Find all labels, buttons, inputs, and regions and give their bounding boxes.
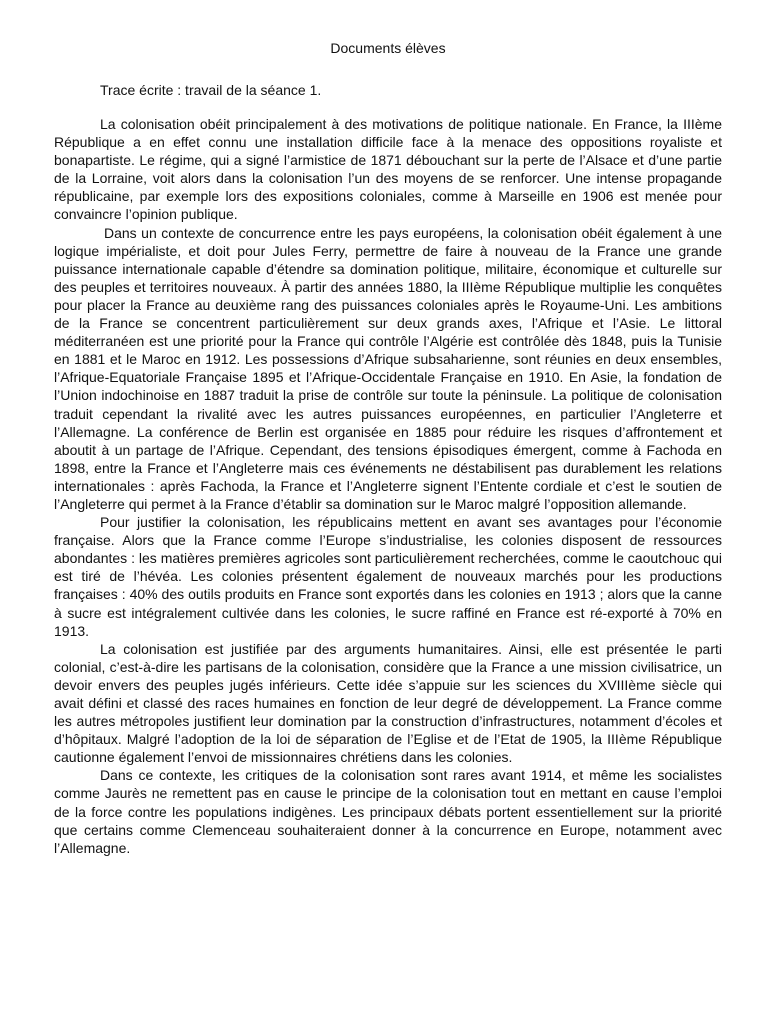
document-page	[54, 38, 722, 857]
document-title: Documents élèves	[330, 40, 446, 56]
paragraph-logique-imperialiste: Dans un contexte de concurrence entre les pays européens, la colonisation obéit également à une logique impérialiste, et doit pour Jules Ferry, permettre de faire à nouveau de la France une grande puissance internationale capable d’étendre sa domination politique, militaire, économique et culturelle sur des peuples et territoires nouveaux. À partir des années 1880, la IIIème République multiplie les conquêtes pour placer la France au deuxième rang des puissances coloniales après le Royaume-Uni. Les ambitions de la France se concentrent particulièrement sur deux grands axes, l’Afrique et l’Asie. Le littoral méditerranéen est une priorité pour la France qui contrôle l’Algérie est contrôlée dès 1848, puis la Tunisie en 1881 et le Maroc en 1912. Les possessions d’Afrique subsaharienne, sont réunies en deux ensembles, l’Afrique-Equatoriale Française 1895 et l’Afrique-Occidentale Française en 1910. En Asie, la fondation de l’Union indochinoise en 1887 traduit la prise de contrôle sur toute la péninsule. La politique de colonisation traduit cependant la rivalité avec les autres puissances européennes, en particulier l’Angleterre et l’Allemagne. La conférence de Berlin est organisée en 1885 pour réduire les risques d’affrontement et aboutit à un partage de l’Afrique. Cependant, des tensions épisodiques émergent, comme à Fachoda en 1898, entre la France et l’Angleterre mais ces événements ne déstabilisent pas durablement les relations internationales : après Fachoda, la France et l’Angleterre signent l’Entente cordiale et c’est le soutien de l’Angleterre qui permet à la France d’établir sa domination sur le Maroc malgré l’opposition allemande.	[54, 224, 722, 512]
trace-heading-text: Trace écrite : travail de la séance 1	[100, 82, 318, 98]
trace-heading-period: .	[317, 82, 322, 98]
paragraph-critiques-colonisation: Dans ce contexte, les critiques de la colonisation sont rares avant 1914, et même les socialistes comme Jaurès ne remettent pas en cause le principe de la colonisation tout en mettant en cause l’emploi de la force contre les populations indigènes. Les principaux débats portent essentiellement sur la priorité que certains comme Clemenceau souhaiteraient donner à la concurrence en Europe, notamment avec l’Allemagne.	[54, 767, 722, 856]
paragraph-motivations-politiques: La colonisation obéit principalement à des motivations de politique nationale. En France, la IIIème République a en effet connu une installation difficile face à la menace des oppositions royaliste et bonapartiste. Le régime, qui a signé l’armistice de 1871 débouchant sur la perte de l’Alsace et d’une partie de la Lorraine, voit alors dans la colonisation l’un des moyens de se renforcer. Une intense propagande républicaine, par exemple lors des expositions coloniales, comme à Marseille en 1906 est menée pour convaincre l’opinion publique.	[54, 116, 722, 223]
paragraph-avantages-economiques: Pour justifier la colonisation, les républicains mettent en avant ses avantages pour l’économie française. Alors que la France comme l’Europe s’industrialise, les colonies disposent de ressources abondantes : les matières premières agricoles sont particulièrement recherchées, comme le caoutchouc qui est tiré de l’hévéa. Les colonies présentent également de nouveaux marchés pour les productions françaises : 40% des outils produits en France sont exportés dans les colonies en 1913 ; alors que la canne à sucre est intégralement cultivée dans les colonies, le sucre raffiné en France est ré-exporté à 70% en 1913.	[54, 514, 722, 639]
trace-heading	[100, 80, 722, 100]
paragraph-arguments-humanitaires: La colonisation est justifiée par des arguments humanitaires. Ainsi, elle est présentée le parti colonial, c’est-à-dire les partisans de la colonisation, considère que la France a une mission civilisatrice, un devoir envers des peuples jugés inférieurs. Cette idée s’appuie sur les sciences du XVIIIème siècle qui avait défini et classé des races humaines en fonction de leur degré de développement. La France comme les autres métropoles justifient leur domination par la construction d’infrastructures, notamment d’écoles et d’hôpitaux. Malgré l’adoption de la loi de séparation de l’Eglise et de l’Etat de 1905, la IIIème République cautionne également l’envoi de missionnaires chrétiens dans les colonies.	[54, 640, 722, 766]
